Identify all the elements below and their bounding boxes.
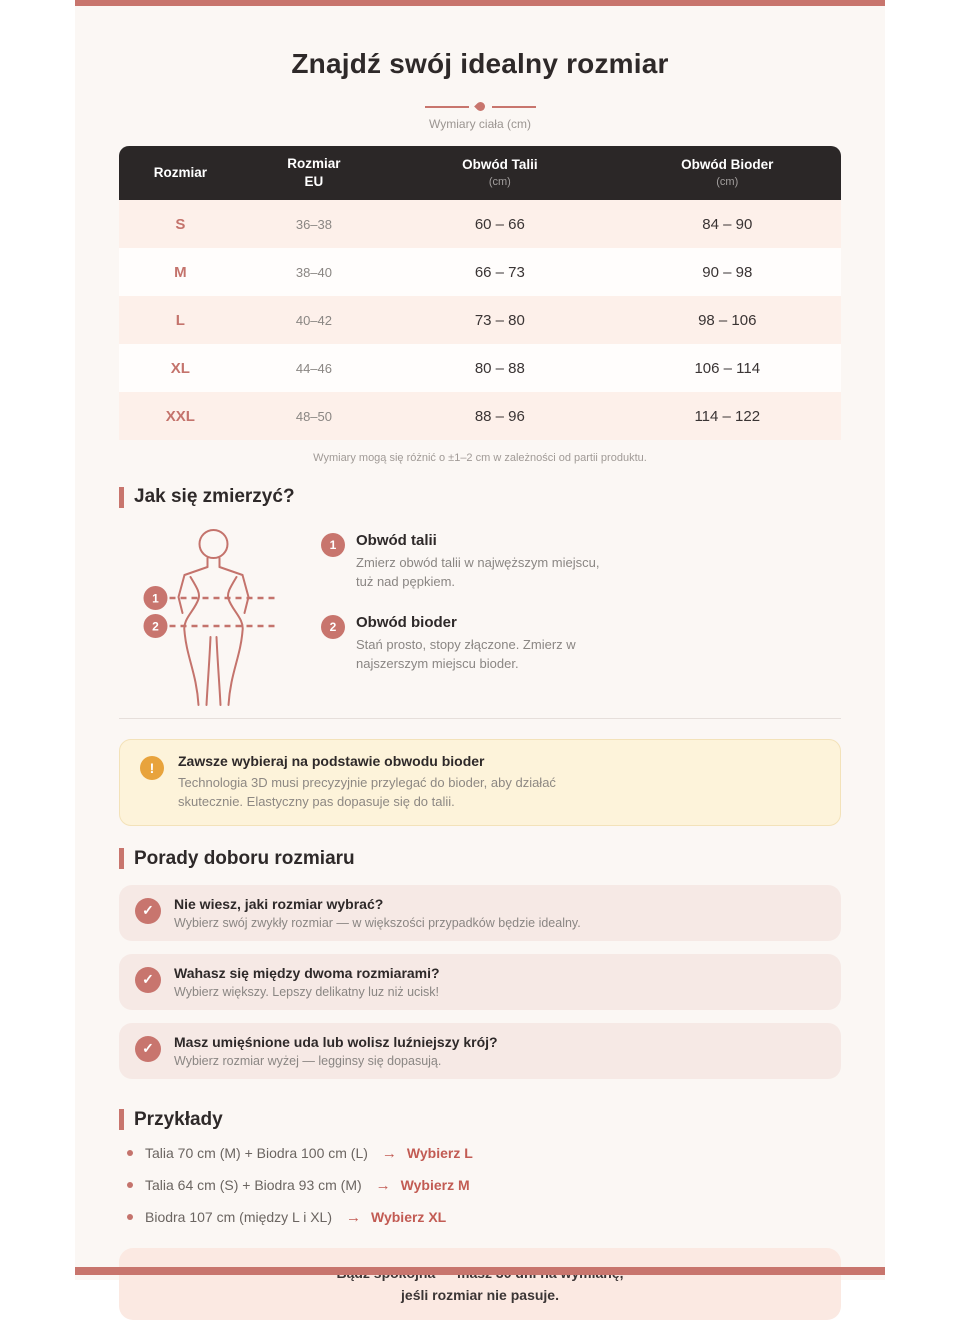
section-heading-tips: Porady doboru rozmiaru bbox=[119, 848, 841, 870]
section-heading-measure: Jak się zmierzyć? bbox=[119, 486, 841, 508]
heading-accent-bar bbox=[119, 1109, 124, 1130]
check-icon: ✓ bbox=[135, 967, 161, 993]
size-table bbox=[119, 146, 841, 440]
section-heading-examples: Przykłady bbox=[119, 1109, 841, 1131]
table-row: XXL 48–50 88 – 96 114 – 122 bbox=[119, 392, 841, 440]
example-recommendation: Wybierz L bbox=[406, 1145, 473, 1162]
ornament-line bbox=[425, 106, 469, 108]
tip-body: Wybierz większy. Lepszy delikatny luz niż ucisk! bbox=[174, 984, 440, 999]
hips-marker-number: 2 bbox=[152, 619, 159, 634]
tip-card bbox=[119, 885, 841, 941]
example-recommendation: Wybierz M bbox=[400, 1177, 470, 1194]
table-row: S 36–38 60 – 66 84 – 90 bbox=[119, 200, 841, 248]
page-title: Znajdź swój idealny rozmiar bbox=[291, 48, 669, 79]
tolerance-note: Wymiary mogą się różnić o ±1–2 cm w zależności od partii produktu. bbox=[313, 452, 647, 464]
example-text: Talia 70 cm (M) + Biodra 100 cm (L) bbox=[145, 1145, 368, 1162]
tip-title: Wahasz się między dwoma rozmiarami? bbox=[174, 964, 440, 981]
warning-title: Zawsze wybieraj na podstawie obwodu bioder bbox=[178, 753, 485, 769]
column-header-waist: Obwód Talii (cm) bbox=[462, 157, 538, 188]
reassurance-note bbox=[119, 1248, 841, 1320]
divider-ornament bbox=[119, 102, 841, 111]
bullet-icon bbox=[127, 1214, 133, 1220]
arrow-right-icon: → bbox=[346, 1208, 361, 1226]
bottom-accent-bar bbox=[75, 1267, 885, 1275]
step-title: Obwód talii bbox=[356, 532, 437, 549]
bullet-icon bbox=[127, 1182, 133, 1188]
tip-title: Nie wiesz, jaki rozmiar wybrać? bbox=[174, 895, 384, 912]
reassurance-line-2: jeśli rozmiar nie pasuje. bbox=[401, 1287, 559, 1304]
bullet-icon bbox=[127, 1150, 133, 1156]
check-icon: ✓ bbox=[135, 898, 161, 924]
section-divider bbox=[119, 718, 841, 719]
column-header-hips: Obwód Bioder (cm) bbox=[681, 157, 774, 188]
ornament-line bbox=[492, 106, 536, 108]
arrow-right-icon: → bbox=[381, 1144, 397, 1162]
examples-list bbox=[119, 1145, 841, 1226]
example-text: Biodra 107 cm (między L i XL) bbox=[145, 1209, 332, 1226]
column-header-eu: Rozmiar EU bbox=[287, 155, 341, 189]
table-row: M 38–40 66 – 73 90 – 98 bbox=[119, 248, 841, 296]
table-row: L 40–42 73 – 80 98 – 106 bbox=[119, 296, 841, 344]
check-icon: ✓ bbox=[135, 1036, 161, 1062]
waist-marker-number: 1 bbox=[152, 591, 159, 606]
mannequin-figure-icon bbox=[121, 524, 306, 709]
heading-accent-bar bbox=[119, 848, 124, 869]
size-guide-sheet bbox=[75, 0, 885, 1304]
measure-step-hips bbox=[321, 614, 601, 674]
example-recommendation: Wybierz XL bbox=[371, 1209, 447, 1226]
measure-step-waist bbox=[321, 532, 601, 592]
step-title: Obwód bioder bbox=[356, 613, 457, 631]
tip-card bbox=[119, 1023, 841, 1079]
table-row: XL 44–46 80 – 88 106 – 114 bbox=[119, 344, 841, 392]
warning-callout bbox=[119, 739, 841, 826]
example-row bbox=[127, 1209, 841, 1226]
heading-accent-bar bbox=[119, 487, 124, 508]
step-description: Stań prosto, stopy złączone. Zmierz w najszerszym miejscu bioder. bbox=[356, 636, 576, 671]
exclamation-icon: ! bbox=[140, 756, 164, 780]
body-figure-illustration bbox=[121, 524, 306, 714]
step-number-badge: 2 bbox=[321, 615, 345, 639]
step-description: Zmierz obwód talii w najwęższym miejscu, tuż nad pępkiem. bbox=[356, 555, 600, 589]
example-text: Talia 64 cm (S) + Biodra 93 cm (M) bbox=[145, 1177, 362, 1194]
top-accent-bar bbox=[75, 0, 885, 6]
example-row bbox=[127, 1145, 841, 1162]
tip-body: Wybierz swój zwykły rozmiar — w większości przypadków będzie idealny. bbox=[174, 915, 581, 930]
tip-title: Masz umięśnione uda lub wolisz luźniejszy krój? bbox=[174, 1033, 498, 1050]
size-table-header bbox=[119, 146, 841, 200]
measure-steps bbox=[321, 532, 601, 714]
arrow-right-icon: → bbox=[375, 1176, 391, 1194]
measure-section bbox=[119, 524, 841, 714]
table-subtitle: Wymiary ciała (cm) bbox=[429, 117, 531, 131]
step-number-badge: 1 bbox=[321, 533, 345, 557]
tip-card bbox=[119, 954, 841, 1010]
tip-body: Wybierz rozmiar wyżej — legginsy się dopasują. bbox=[174, 1053, 442, 1068]
warning-body: Technologia 3D musi precyzyjnie przylegać do bioder, aby działać skutecznie. Elastyczny pas dopasuje się do talii. bbox=[178, 775, 556, 809]
example-row bbox=[127, 1177, 841, 1194]
column-header-size: Rozmiar bbox=[153, 164, 207, 180]
teardrop-icon bbox=[474, 100, 487, 113]
